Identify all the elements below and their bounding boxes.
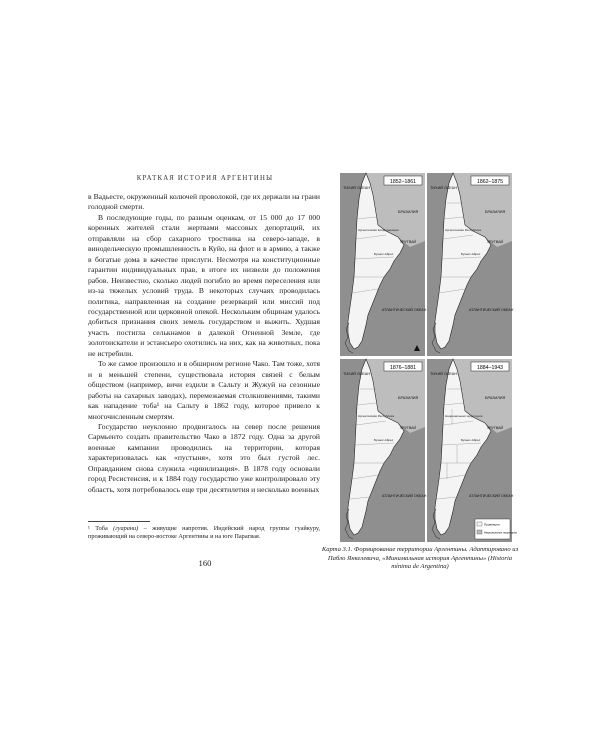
footnote-marker: ¹ Тоба: [88, 525, 108, 532]
map-svg: [340, 359, 425, 542]
map-caption: Карта 3.1. Формирование территории Аргентины. Адаптировано из Пабло Янкелевича, «Минимальная история Аргентины» (Historia mínima de Argentina): [321, 546, 519, 571]
label-country: Аргентинская Конфедерация: [358, 228, 399, 232]
label-atlantic: АТЛАНТИЧЕСКИЙ ОКЕАН: [469, 494, 514, 498]
body-text: [88, 192, 320, 495]
label-buenos-aires: Буэнос-Айрес: [374, 252, 394, 256]
label-pacific: ТИХИЙ ОКЕАН: [430, 372, 458, 376]
label-atlantic: АТЛАНТИЧЕСКИЙ ОКЕАН: [382, 308, 427, 312]
label-uruguay: УРУГВАЙ: [487, 240, 504, 244]
paragraph: Государство неуклонно продвигалось на север после решения Сармьенто создать правительство Чако в 1872 году. Одна за другой военные кампании проводились на территории, которая характеризовалась как «пустыня», хотя это был густой лес. Оправданием снова служила «цивилизация». В 1878 году основали город Ресистенсия, и к 1884 году государство уже контролировало эту область, хотя потребовалось еще три десятилетия и несколько военных: [88, 421, 320, 494]
map-svg: [427, 359, 517, 542]
footnote-rule: [88, 521, 150, 522]
map-panel-2: [427, 173, 512, 356]
label-brazil: БРАЗИЛИЯ: [398, 396, 419, 400]
label-atlantic: АТЛАНТИЧЕСКИЙ ОКЕАН: [469, 308, 514, 312]
page-number: 160: [198, 558, 212, 568]
label-atlantic: АТЛАНТИЧЕСКИЙ ОКЕАН: [382, 494, 427, 498]
map-years: 1876–1881: [390, 365, 416, 371]
paragraph: В последующие годы, по разным оценкам, от 15 000 до 17 000 коренных жителей стали жертвами массовых депортаций, их отправляли на сбор сахарного тростника на северо-западе, в винодельческую промышленность в Куйо, на флот и в армию, а также в богатые дома в качестве прислуги. Несмотря на конституционные гарантии индивидуальных прав, в итоге их низвели до положения рабов. Неизвестно, сколько людей погибло во время переселения или из-за тяжелых условий труда. В некоторых случаях проводилась политика, направленная на создание резерваций или миссий под государственной или церковной опекой. Нескольким общинам удалось добиться признания своих земель государством и выжить. Худшая участь постигла селькнамов в далекой Огненной Земле, где золотоискатели и эстансьеро охотились на них, как на животных, пока не истребили.: [88, 212, 320, 358]
paragraph: То же самое произошло и в обширном регионе Чако. Там тоже, хотя и в меньшей степени, существовала история связей с белым обществом (например, вичи ездили в Сальту и Жужуй на сезонные работы на сахарных заводах), перемежаемая столкновениями, такими как нападение тоба¹ на Сальту в 1862 году, которое привело к многочисленным смертям.: [88, 359, 320, 421]
map-svg: [340, 173, 425, 356]
label-country: Национальная территория: [445, 414, 483, 418]
label-uruguay: УРУГВАЙ: [400, 240, 417, 244]
label-uruguay: УРУГВАЙ: [487, 426, 504, 430]
label-buenos-aires: Буэнос-Айрес: [461, 252, 481, 256]
map-panel-1: [340, 173, 425, 356]
map-svg: [427, 173, 512, 356]
label-country: Аргентинская Республика: [445, 228, 481, 232]
label-buenos-aires: Буэнос-Айрес: [374, 438, 394, 442]
footnote-text: – живущие напротив. Индейский народ группы гуайкуру, проживающий на северо-востоке Аргентины и на юге Парагвая.: [88, 525, 320, 541]
label-brazil: БРАЗИЛИЯ: [485, 396, 506, 400]
map-years: 1862–1875: [477, 179, 503, 185]
map-panel-3: [340, 359, 425, 542]
footnote: [88, 525, 320, 541]
label-pacific: ТИХИЙ ОКЕАН: [430, 186, 458, 190]
legend-swatch-territories: [477, 530, 482, 534]
label-pacific: ТИХИЙ ОКЕАН: [343, 372, 371, 376]
legend-provinces: Провинции: [484, 522, 500, 527]
label-brazil: БРАЗИЛИЯ: [485, 210, 506, 214]
running-head: КРАТКАЯ ИСТОРИЯ АРГЕНТИНЫ: [136, 175, 274, 182]
map-panel-4: [427, 359, 517, 542]
label-brazil: БРАЗИЛИЯ: [398, 210, 419, 214]
label-country: Аргентинская Республика: [358, 414, 394, 418]
legend-territories: Национальные территории: [484, 531, 517, 535]
legend-swatch-provinces: [477, 522, 482, 526]
label-buenos-aires: Буэнос-Айрес: [461, 438, 481, 442]
label-pacific: ТИХИЙ ОКЕАН: [343, 186, 371, 190]
map-figure: [340, 173, 517, 543]
map-years: 1852–1861: [390, 179, 416, 185]
map-years: 1884–1943: [477, 365, 503, 371]
label-uruguay: УРУГВАЙ: [400, 426, 417, 430]
footnote-italic: (гуарани): [113, 525, 139, 532]
paragraph: в Вадьесте, окруженный колючей проволокой, где их держали на грани голодной смерти.: [88, 192, 320, 212]
